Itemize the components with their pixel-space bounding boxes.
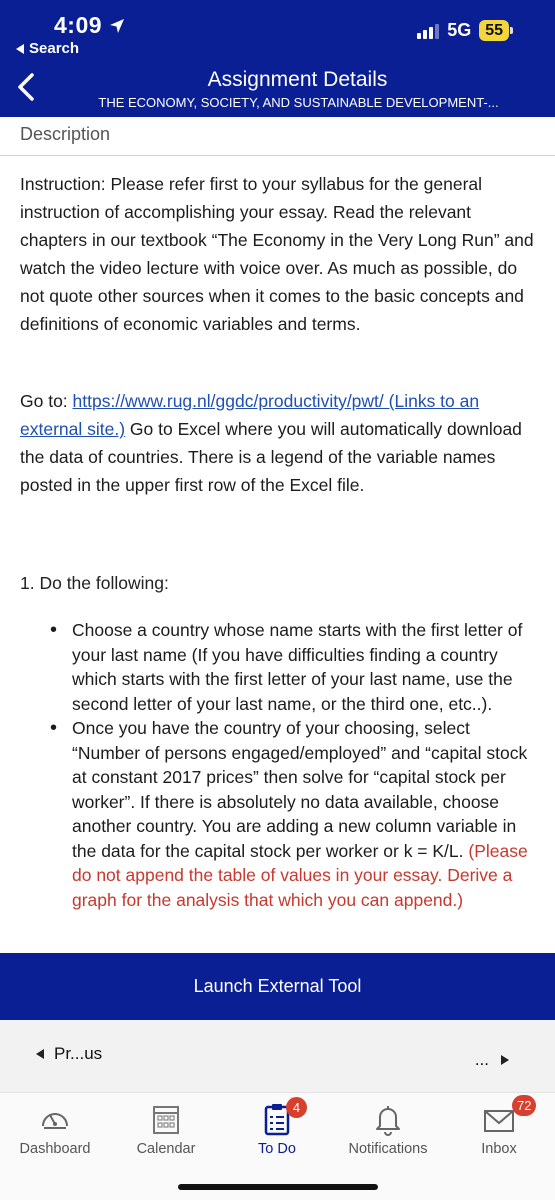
pager-bar [0,1020,555,1092]
battery-icon [479,20,513,41]
goto-suffix: Go to Excel where you will automatically download the data of countries. There is a legend of the variable names posted in the upper first row of the Excel file. [20,419,522,495]
back-triangle-icon [16,44,25,54]
tab-label: Calendar [136,1141,196,1157]
tab-label: Notifications [348,1141,428,1157]
tab-inbox[interactable] [444,1098,554,1157]
signal-icon [417,23,439,39]
bullet2-text: Once you have the country of your choosing, select “Number of persons engaged/employed” and “capital stock at constant 2017 prices” then solve for “capital stock per worker”. If there is absolutely no data available, choose another country. You are adding a new column variable in the data for the capital stock per worker or k = K/L. [72,718,528,861]
status-time [54,12,126,39]
bullet-item: • Choose a country whose name starts with the first letter of your last name (If you have difficulties finding a country which starts with the first letter of your last name, use the second letter of your last name, or the third one, etc..). [50,618,540,716]
numbered-item-1: 1. Do the following: [20,573,169,593]
dashboard-icon [38,1102,72,1136]
bell-icon [372,1102,404,1136]
tab-label: Dashboard [19,1141,91,1157]
status-indicators [417,20,513,41]
tab-calendar[interactable] [111,1101,221,1157]
instruction-paragraph: Instruction: Please refer first to your syllabus for the general instruction of accomplishing your essay. Read the relevant chapters in our textbook “The Economy in the Very Long Run” and watch the video lecture with voice over. As much as possible, do not quote other sources when it comes to the basic concepts and definitions of economic variables and terms. [20,174,534,334]
assignment-content[interactable] [0,117,555,953]
back-to-search[interactable] [16,40,79,57]
mail-icon [482,1102,516,1136]
next-button[interactable] [475,1050,509,1070]
tab-dashboard[interactable] [0,1101,110,1157]
clock: 4:09 [54,12,103,38]
launch-external-tool-button[interactable]: Launch External Tool [0,953,555,1020]
todo-badge: 4 [286,1097,307,1118]
back-chevron-icon[interactable] [10,70,44,104]
inbox-badge: 72 [512,1095,536,1116]
battery-level: 55 [479,20,509,41]
goto-prefix: Go to: [20,391,73,411]
page-title: Assignment Details [207,68,388,91]
description-heading: Description [20,124,111,144]
tab-todo[interactable] [222,1101,332,1157]
previous-label: Pr...us [54,1044,103,1063]
left-triangle-icon [36,1049,44,1059]
top-bar [0,0,555,117]
calendar-icon [151,1102,181,1136]
back-to-search-label: Search [29,40,80,57]
bullet-list [50,618,540,912]
tab-label: Inbox [481,1141,517,1157]
home-indicator[interactable] [178,1184,378,1190]
pwt-link[interactable]: https://www.rug.nl/ggdc/productivity/pwt/ (Links to an external site.) [20,391,480,439]
bullet2-red-note: (Please do not append the table of values in your essay. Derive a graph for the analysis that which you can append.) [72,840,528,910]
bullet-item [50,716,540,912]
next-label: ... [474,1050,489,1069]
previous-button[interactable] [36,1044,102,1064]
goto-paragraph [20,387,534,499]
course-name: THE ECONOMY, SOCIETY, AND SUSTAINABLE DEVELOPMENT-... [98,95,499,110]
tab-notifications[interactable] [333,1101,443,1157]
location-arrow-icon [108,17,126,35]
divider [0,155,555,156]
network-type: 5G [447,20,472,40]
tab-label: To Do [258,1141,296,1157]
right-triangle-icon [501,1055,509,1065]
